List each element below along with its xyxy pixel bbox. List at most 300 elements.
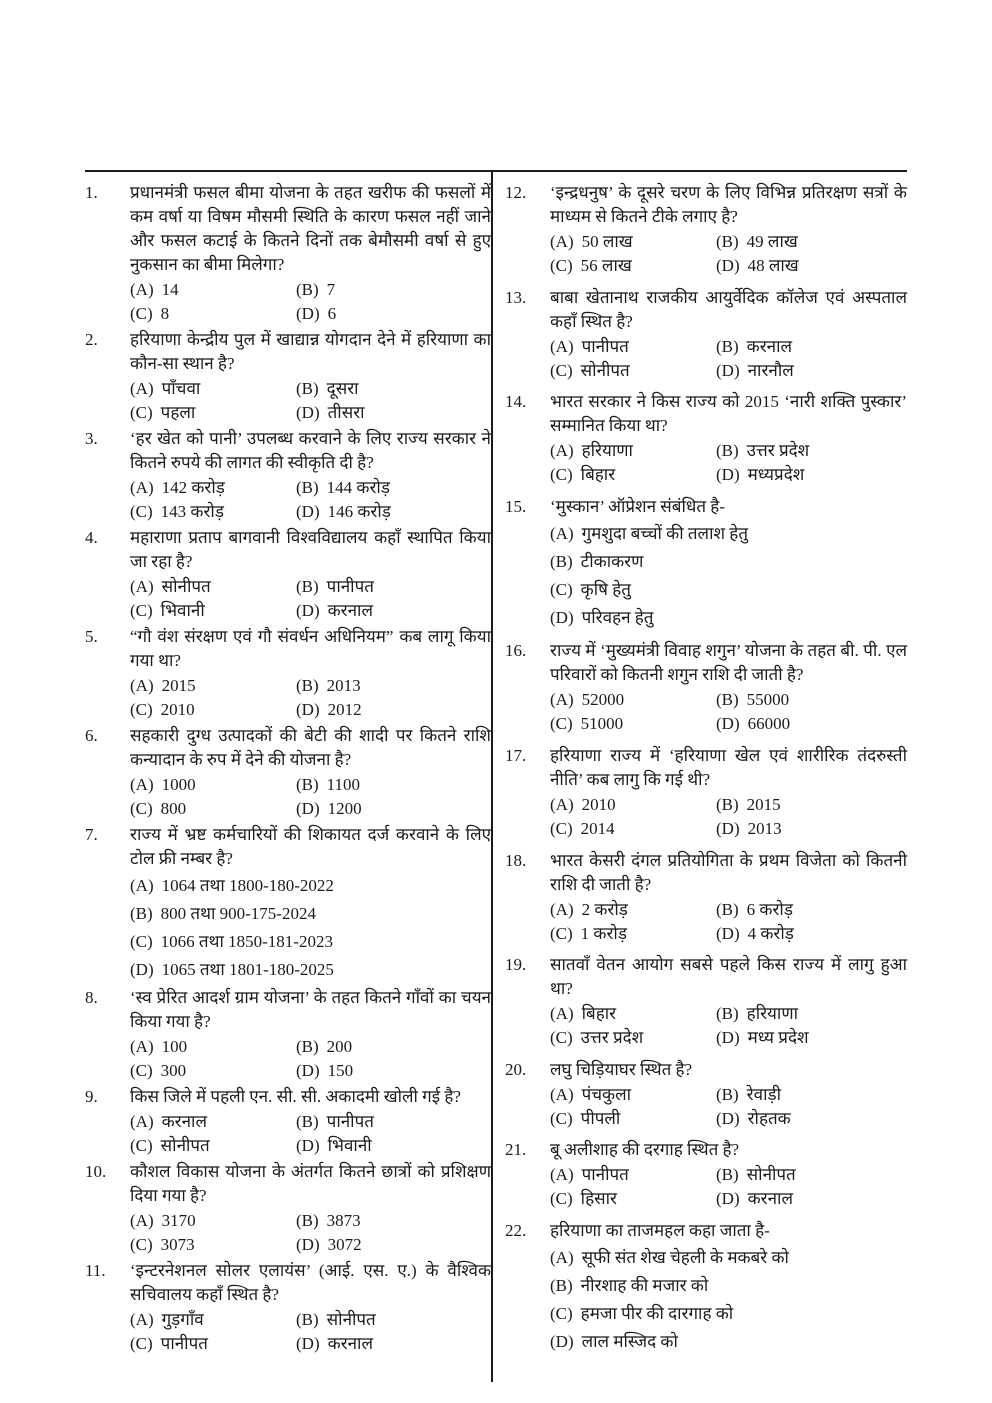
option-text: 146 करोड़ [327, 502, 391, 521]
option-text: 1064 तथा 1800-180-2022 [161, 876, 334, 895]
option-text: सोनीपत [161, 577, 211, 596]
question-options [130, 872, 491, 984]
question-block [85, 1085, 491, 1159]
option-label: (B) [296, 775, 319, 794]
option-text: करनाल [747, 1189, 793, 1209]
option-text: नारनौल [747, 360, 794, 380]
question-number: 10. [85, 1162, 107, 1181]
option-text: 51000 [580, 714, 624, 734]
option-text: 1200 [327, 799, 362, 818]
answer-option [716, 898, 907, 922]
answer-option [550, 1244, 907, 1272]
option-text: मध्यप्रदेश [747, 465, 805, 485]
option-text: 3072 [327, 1235, 362, 1254]
answer-option [130, 1332, 296, 1356]
option-text: 1066 तथा 1850-181-2023 [160, 932, 333, 951]
question-number: 2. [85, 330, 98, 349]
question-number: 3. [85, 429, 98, 448]
option-text: सोनीपत [326, 1310, 376, 1329]
question-text: राज्य में भ्रष्ट कर्मचारियों की शिकायत दर्ज करवाने के लिए टोल फ्री नम्बर है? [130, 825, 491, 868]
question-number: 12. [505, 183, 527, 202]
question-options [550, 439, 907, 487]
question-options [550, 688, 907, 736]
option-label: (A) [130, 676, 154, 695]
answer-option [550, 254, 716, 278]
question-number: 22. [505, 1220, 527, 1240]
option-text: 800 तथा 900-175-2024 [160, 904, 316, 923]
question-block [85, 724, 491, 822]
answer-option [716, 712, 907, 736]
question-options [550, 1083, 907, 1131]
question-options [130, 1308, 491, 1356]
answer-option [550, 439, 716, 463]
option-text: परिवहन हेतु [581, 607, 654, 627]
option-label: (B) [296, 1112, 319, 1131]
option-label: (B) [296, 1211, 319, 1230]
question-text: हरियाणा का ताजमहल कहा जाता है- [550, 1220, 770, 1240]
option-label: (A) [130, 876, 154, 895]
option-text: 3170 [161, 1211, 196, 1230]
option-text: हिसार [580, 1189, 617, 1209]
question-body [130, 1085, 491, 1159]
question-options [130, 1110, 491, 1158]
option-label: (A) [550, 1247, 574, 1267]
question-number: 21. [505, 1140, 527, 1160]
question-options [550, 520, 907, 632]
answer-option [130, 773, 296, 797]
question-body [130, 181, 491, 327]
option-label: (D) [130, 960, 154, 979]
option-text: 2014 [580, 818, 615, 838]
question-body [550, 390, 907, 488]
option-label: (A) [130, 1037, 154, 1056]
question-number: 1. [85, 183, 98, 202]
question-block [85, 181, 491, 327]
question-text: ‘इन्टरनेशनल सोलर एलायंस’ (आई. एस. ए.) के वैश्विक सचिवालय कहाँ स्थित है? [130, 1261, 491, 1304]
option-text: 66000 [747, 714, 791, 734]
option-label: (C) [130, 1061, 153, 1080]
answer-option [716, 1002, 907, 1026]
question-number: 11. [85, 1261, 106, 1280]
option-text: 143 करोड़ [160, 502, 224, 521]
option-label: (A) [130, 280, 154, 299]
question-body [130, 328, 491, 426]
question-text: कौशल विकास योजना के अंतर्गत कितने छात्रों को प्रशिक्षण दिया गया है? [130, 1162, 491, 1205]
option-text: 800 [160, 799, 187, 818]
question-number: 9. [85, 1087, 98, 1106]
question-text: महाराणा प्रताप बागवानी विश्वविद्यालय कहाँ स्थापित किया जा रहा है? [130, 528, 491, 571]
option-text: लाल मस्जिद को [581, 1331, 678, 1351]
option-label: (C) [130, 799, 153, 818]
option-text: 7 [326, 280, 336, 299]
question-text: ‘मुस्कान’ ऑप्रेशन संबंधित है- [550, 496, 725, 516]
answer-option [130, 599, 296, 623]
option-label: (D) [716, 360, 740, 380]
question-number: 18. [505, 850, 527, 870]
question-number: 19. [505, 955, 527, 975]
option-label: (C) [130, 1235, 153, 1254]
question-text: हरियाणा राज्य में ‘हरियाणा खेल एवं शारीरिक तंदरुस्ती नीति’ कब लागु कि गई थी? [550, 745, 907, 789]
question-body [550, 953, 907, 1051]
option-text: 3073 [160, 1235, 195, 1254]
answer-option [130, 500, 296, 524]
question-text: बू अलीशाह की दरगाह स्थित है? [550, 1140, 740, 1160]
option-label: (C) [550, 465, 573, 485]
question-body [130, 724, 491, 822]
question-text: भारत सरकार ने किस राज्य को 2015 ‘नारी शक्ति पुस्कार’ सम्मानित किया था? [550, 392, 907, 436]
option-label: (D) [296, 502, 320, 521]
option-text: हरियाणा [581, 441, 633, 461]
question-text: प्रधानमंत्री फसल बीमा योजना के तहत खरीफ की फसलों में कम वर्षा या विषम मौसमी स्थिति के कारण फसल नहीं जाने और फसल कटाई के कितने दिनों तक बेमौसमी वर्षा से हुए नुकसान का बीमा मिलेगा? [130, 183, 491, 274]
option-text: पानीपत [326, 1112, 374, 1131]
answer-option [716, 230, 907, 254]
option-label: (A) [550, 794, 574, 814]
question-options [550, 335, 907, 383]
answer-option [296, 698, 491, 722]
option-label: (C) [550, 714, 573, 734]
option-text: भिवानी [327, 1136, 372, 1155]
answer-option [130, 1110, 296, 1134]
answer-option [130, 1035, 296, 1059]
answer-option [130, 1233, 296, 1257]
answer-option [550, 1300, 907, 1328]
option-label: (B) [550, 551, 573, 571]
question-body [550, 744, 907, 842]
question-options [130, 773, 491, 821]
answer-option [296, 1209, 491, 1233]
option-text: करनाल [161, 1112, 207, 1131]
option-label: (A) [130, 1211, 154, 1230]
answer-option [716, 359, 907, 383]
option-label: (D) [716, 714, 740, 734]
option-text: बिहार [580, 465, 616, 485]
option-label: (A) [550, 336, 574, 356]
answer-option [296, 476, 491, 500]
option-label: (A) [550, 1084, 574, 1104]
option-text: 150 [327, 1061, 354, 1080]
question-options [550, 1163, 907, 1211]
question-number: 6. [85, 726, 98, 745]
option-text: कृषि हेतु [580, 579, 631, 599]
option-label: (D) [550, 1331, 574, 1351]
answer-option [550, 1187, 716, 1211]
answer-option [550, 688, 716, 712]
answer-option [130, 401, 296, 425]
answer-option [716, 1163, 907, 1187]
option-label: (D) [550, 607, 574, 627]
answer-option [550, 576, 907, 604]
option-text: उत्तर प्रदेश [746, 441, 810, 461]
answer-option [550, 922, 716, 946]
question-block [505, 1138, 907, 1212]
answer-option [716, 793, 907, 817]
question-text: हरियाणा केन्द्रीय पुल में खाद्यान्न योगदान देने में हरियाणा का कौन-सा स्थान है? [130, 330, 491, 373]
answer-option [296, 1110, 491, 1134]
option-label: (C) [130, 1334, 153, 1353]
question-number: 13. [505, 287, 527, 307]
option-label: (C) [550, 818, 573, 838]
answer-option [130, 956, 491, 984]
question-text: किस जिले में पहली एन. सी. सी. अकादमी खोली गई है? [130, 1087, 461, 1106]
answer-option [296, 1134, 491, 1158]
option-label: (B) [716, 899, 739, 919]
option-text: करनाल [746, 336, 793, 356]
option-text: 56 लाख [580, 256, 632, 275]
question-number: 20. [505, 1059, 527, 1079]
question-block [505, 1219, 907, 1357]
question-number: 5. [85, 627, 98, 646]
option-label: (C) [130, 932, 153, 951]
option-label: (A) [550, 232, 574, 251]
question-body [130, 1160, 491, 1258]
question-block [505, 390, 907, 488]
question-options [130, 377, 491, 425]
option-label: (B) [296, 478, 319, 497]
option-text: 300 [160, 1061, 187, 1080]
answer-option [296, 302, 491, 326]
option-label: (B) [716, 441, 739, 461]
option-text: बिहार [581, 1004, 617, 1024]
option-label: (A) [130, 775, 154, 794]
answer-option [130, 872, 491, 900]
option-label: (C) [130, 403, 153, 422]
option-text: 55000 [746, 690, 790, 710]
option-text: नीरशाह की मजार को [580, 1275, 709, 1295]
option-label: (D) [296, 304, 320, 323]
answer-option [130, 476, 296, 500]
option-label: (B) [716, 1165, 739, 1185]
option-text: 2013 [326, 676, 361, 695]
option-label: (D) [716, 1028, 740, 1048]
option-label: (D) [296, 1136, 320, 1155]
option-label: (C) [550, 1108, 573, 1128]
option-text: मध्य प्रदेश [747, 1028, 809, 1048]
option-label: (D) [716, 1108, 740, 1128]
question-number: 8. [85, 988, 98, 1007]
question-options [550, 1002, 907, 1050]
option-text: 2 करोड़ [581, 899, 628, 919]
question-options [550, 230, 907, 278]
option-label: (C) [130, 304, 153, 323]
answer-option [550, 712, 716, 736]
option-label: (C) [550, 923, 573, 943]
option-text: पाँचवा [161, 379, 201, 398]
answer-option [550, 1026, 716, 1050]
option-label: (B) [296, 280, 319, 299]
option-text: 52000 [581, 690, 625, 710]
question-block [505, 495, 907, 633]
question-text: सातवाँ वेतन आयोग सबसे पहले किस राज्य में लागु हुआ था? [550, 955, 907, 999]
option-text: 48 लाख [747, 256, 799, 275]
question-number: 4. [85, 528, 98, 547]
option-text: सोनीपत [746, 1165, 796, 1185]
question-body [550, 1138, 907, 1212]
option-label: (A) [130, 1310, 154, 1329]
option-text: 100 [161, 1037, 188, 1056]
answer-option [550, 604, 907, 632]
option-text: 49 लाख [746, 232, 798, 251]
option-label: (A) [550, 523, 574, 543]
option-label: (B) [716, 1004, 739, 1024]
answer-option [130, 575, 296, 599]
answer-option [296, 599, 491, 623]
option-label: (A) [550, 1165, 574, 1185]
option-label: (C) [130, 700, 153, 719]
option-text: 14 [161, 280, 179, 299]
option-text: रोहतक [747, 1108, 791, 1128]
option-text: 3873 [326, 1211, 361, 1230]
questions-column-left [85, 172, 491, 1382]
answer-option [130, 278, 296, 302]
question-body [550, 639, 907, 737]
answer-option [296, 674, 491, 698]
option-label: (B) [296, 676, 319, 695]
option-label: (A) [130, 379, 154, 398]
question-text: ‘हर खेत को पानी’ उपलब्ध करवाने के लिए राज्य सरकार ने कितने रुपये की लागत की स्वीकृति दी है? [130, 429, 491, 472]
option-label: (D) [296, 1235, 320, 1254]
answer-option [550, 793, 716, 817]
question-block [85, 328, 491, 426]
answer-option [716, 1083, 907, 1107]
question-body [550, 849, 907, 947]
answer-option [550, 359, 716, 383]
question-number: 17. [505, 745, 527, 765]
option-label: (B) [716, 336, 739, 356]
option-text: भिवानी [160, 601, 205, 620]
option-label: (D) [296, 799, 320, 818]
questions-column-right [493, 172, 907, 1382]
option-text: 2015 [746, 794, 781, 814]
answer-option [550, 1107, 716, 1131]
option-label: (A) [130, 478, 154, 497]
option-text: तीसरा [327, 403, 365, 422]
question-options [550, 898, 907, 946]
option-label: (C) [130, 601, 153, 620]
question-options [130, 476, 491, 524]
answer-option [130, 1308, 296, 1332]
option-label: (D) [716, 256, 740, 275]
option-text: पानीपत [160, 1334, 208, 1353]
question-options [130, 1209, 491, 1257]
option-text: 2013 [747, 818, 782, 838]
option-text: हरियाणा [746, 1004, 799, 1024]
question-number: 7. [85, 825, 98, 844]
question-body [130, 625, 491, 723]
question-body [550, 181, 907, 279]
answer-option [550, 1002, 716, 1026]
option-label: (C) [550, 1189, 573, 1209]
answer-option [130, 797, 296, 821]
option-text: करनाल [327, 1334, 373, 1353]
option-label: (B) [130, 904, 153, 923]
answer-option [296, 575, 491, 599]
question-text: “गौ वंश संरक्षण एवं गौ संवर्धन अधिनियम” कब लागू किया गया था? [130, 627, 491, 670]
option-label: (D) [716, 818, 740, 838]
question-block [85, 526, 491, 624]
question-block [505, 953, 907, 1051]
option-text: 1100 [326, 775, 361, 794]
option-label: (D) [296, 601, 320, 620]
option-label: (B) [716, 690, 739, 710]
question-text: लघु चिड़ियाघर स्थित है? [550, 1059, 693, 1079]
answer-option [550, 1163, 716, 1187]
option-label: (A) [550, 441, 574, 461]
question-options [130, 674, 491, 722]
answer-option [130, 377, 296, 401]
answer-option [550, 335, 716, 359]
option-text: 2010 [581, 794, 616, 814]
question-number: 16. [505, 641, 527, 661]
question-block [505, 744, 907, 842]
option-text: पंचकुला [581, 1084, 632, 1104]
answer-option [296, 377, 491, 401]
option-text: 1000 [161, 775, 196, 794]
question-options [130, 575, 491, 623]
option-text: दूसरा [326, 379, 359, 398]
answer-option [296, 1233, 491, 1257]
option-text: करनाल [327, 601, 373, 620]
question-options [130, 1035, 491, 1083]
answer-option [550, 548, 907, 576]
option-label: (B) [296, 1037, 319, 1056]
answer-option [716, 1026, 907, 1050]
answer-option [130, 674, 296, 698]
option-text: पानीपत [326, 577, 374, 596]
option-label: (C) [550, 1303, 573, 1323]
answer-option [550, 520, 907, 548]
option-label: (B) [550, 1275, 573, 1295]
option-label: (D) [716, 1189, 740, 1209]
option-text: सूफी संत शेख चेहली के मकबरे को [581, 1247, 789, 1267]
option-label: (A) [550, 899, 574, 919]
answer-option [716, 335, 907, 359]
answer-option [296, 500, 491, 524]
question-block [505, 1058, 907, 1132]
question-block [505, 181, 907, 279]
answer-option [296, 797, 491, 821]
answer-option [550, 1083, 716, 1107]
option-label: (C) [130, 502, 153, 521]
question-text: ‘इन्द्रधनुष’ के दूसरे चरण के लिए विभिन्न प्रतिरक्षण सत्रों के माध्यम से कितने टीके लगाए है? [550, 183, 907, 226]
answer-option [716, 1187, 907, 1211]
question-body [550, 1058, 907, 1132]
question-body [130, 986, 491, 1084]
option-text: गुमशुदा बच्चों की तलाश हेतु [581, 523, 749, 543]
question-block [505, 639, 907, 737]
question-body [550, 1219, 907, 1357]
answer-option [296, 401, 491, 425]
option-text: पहला [160, 403, 196, 422]
option-text: 144 करोड़ [326, 478, 390, 497]
option-label: (A) [130, 577, 154, 596]
option-label: (C) [550, 256, 573, 275]
question-body [550, 495, 907, 633]
question-text: सहकारी दुग्ध उत्पादकों की बेटी की शादी पर कितने राशि कन्यादान के रुप में देने की योजना है? [130, 726, 491, 769]
answer-option [550, 898, 716, 922]
option-text: हमजा पीर की दारगाह को [580, 1303, 734, 1323]
question-block [85, 1160, 491, 1258]
option-text: 50 लाख [581, 232, 633, 251]
question-text: भारत केसरी दंगल प्रतियोगिता के प्रथम विजेता को कितनी राशि दी जाती है? [550, 850, 907, 894]
question-number: 15. [505, 496, 527, 516]
option-label: (C) [130, 1136, 153, 1155]
answer-option [296, 773, 491, 797]
answer-option [130, 900, 491, 928]
option-label: (B) [716, 794, 739, 814]
question-text: ‘स्व प्रेरित आदर्श ग्राम योजना’ के तहत कितने गाँवों का चयन किया गया है? [130, 988, 491, 1031]
question-options [130, 278, 491, 326]
answer-option [550, 463, 716, 487]
